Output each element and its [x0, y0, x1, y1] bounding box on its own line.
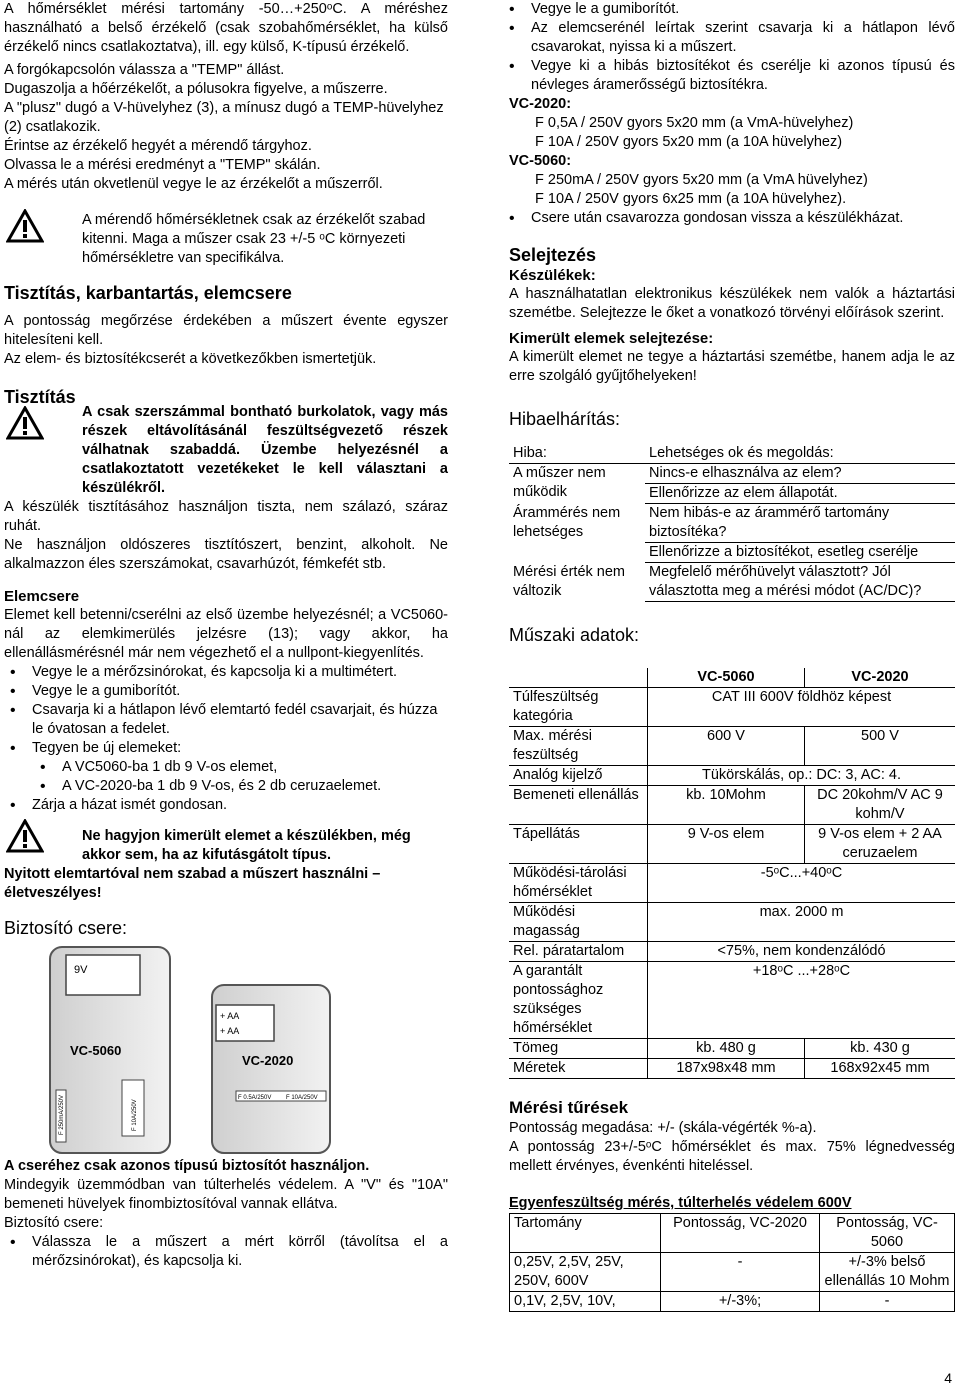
table-row [510, 1253, 955, 1292]
fuse-steps [509, 0, 955, 95]
section-heading: Tisztítás [4, 387, 76, 407]
table-cell: Bemeneti ellenállás [509, 786, 648, 825]
fuse-spec: F 250mA / 250V gyors 5x20 mm (a VmA hüvelyhez) [535, 172, 868, 188]
table-cell: max. 2000 m [759, 904, 844, 920]
specs-table [509, 668, 955, 1079]
list-item: • Csere után csavarozza gondosan vissza a készülékházat. [531, 209, 955, 228]
figure-label: F 250mA/250V [59, 1094, 65, 1135]
section-heading: Hibaelhárítás: [509, 409, 621, 429]
fuse-spec: F 10A / 250V gyors 5x20 mm (a 10A hüvelyhez) [535, 134, 843, 150]
table-row [509, 962, 955, 1039]
warning-text: Nyitott elemtartóval nem szabad a műszert használni – életveszélyes! [4, 866, 381, 901]
fuse-figure [4, 945, 448, 1155]
list-item: • Tegyen be új elemeket: [32, 739, 448, 758]
warning-text: Ne hagyjon kimerült elemet a készülékben, még akkor sem, ha az kifutásgátolt típus. [82, 828, 411, 863]
table-cell: Tükörskálás, op.: DC: 3, AC: 4. [701, 767, 902, 783]
table-cell: 0,1V, 2,5V, 10V, [510, 1292, 661, 1312]
table-row [509, 688, 955, 727]
paragraph: Az elem- és biztosítékcserét a következőkben ismertetjük. [4, 351, 377, 367]
fuse-steps [4, 1233, 448, 1271]
warning-icon [6, 406, 44, 440]
table-header: Pontosság, VC-2020 [661, 1214, 820, 1253]
paragraph: Elemet kell betenni/cserélni az első üzembe helyezésnél; a VC5060-nál az elemkimerülés jelzésre (13); vagy akkor, ha ellenállásmérésnél már nem végezhető el a nullpont-kiegyenlítés. [4, 607, 448, 661]
left-column [4, 0, 448, 1271]
table-row [510, 1292, 955, 1312]
table-cell: CAT III 600V földhöz képest [711, 689, 892, 705]
table-cell: Árammérés nem lehetséges [513, 505, 621, 540]
paragraph: Ne használjon oldószeres tisztítószert, benzint, alkoholt. Ne alkalmazzon éles szerszámokat, csavarhúzót, fémkefét stb. [4, 537, 448, 572]
table-header: VC-5060 [648, 668, 805, 688]
temp-step: Érintse az érzékelő hegyét a mérendő tárgyhoz. [4, 138, 312, 154]
list-item: • Csavarja ki a hátlapon lévő elemtartó fedél csavarjait, és húzza le óvatosan a fedelet. [32, 701, 448, 739]
fuse-note: A cseréhez csak azonos típusú biztosítót használjon. [4, 1158, 370, 1174]
list-item: • A VC-2020-ba 1 db 9 V-os, és 2 db ceruzaelemet. [62, 777, 448, 796]
table-cell: DC 20kohm/V AC 9 kohm/V [817, 787, 943, 822]
paragraph: Biztosító csere: [4, 1215, 104, 1231]
table-cell: - [661, 1253, 820, 1292]
table-cell: Max. mérési feszültség [509, 727, 648, 766]
list-item: • Zárja a házat ismét gondosan. [32, 796, 448, 815]
table-header: Pontosság, VC-5060 [836, 1215, 938, 1250]
fuse-model-label: VC-5060: [509, 153, 572, 169]
paragraph: A pontosság megőrzése érdekében a műszert évente egyszer hitelesíteni kell. [4, 313, 448, 348]
fuse-steps [509, 209, 955, 228]
table-row [509, 504, 955, 563]
table-cell: 9 V-os elem [648, 825, 805, 864]
warning-block [4, 827, 448, 865]
table-cell: +/-3% belső ellenállás 10 Mohm [824, 1254, 950, 1289]
table-row [509, 464, 955, 505]
paragraph: Mindegyik üzemmódban van túlterhelés védelem. A "V" és "10A" bemeneti hüvelyek finombiztosítóval vannak ellátva. [4, 1177, 448, 1212]
warning-icon [6, 209, 44, 243]
table-row [509, 668, 955, 688]
temp-step: A mérés után okvetlenül vegye le az érzékelőt a műszerről. [4, 176, 383, 192]
paragraph: Pontosság megadása: +/- (skála-végérték %-a). [509, 1120, 817, 1136]
table-row [509, 786, 955, 825]
warning-text: A mérendő hőmérsékletnek csak az érzékelőt szabad kitenni. Maga a műszer csak 23 +/-5 ᵒC környezeti hőmérsékletre van specifikálva. [82, 212, 426, 266]
table-cell: +18ᵒC ...+28ᵒC [752, 963, 851, 979]
table-cell: Analóg kijelző [509, 766, 648, 786]
table-header: Lehetséges ok és megoldás: [649, 445, 834, 461]
table-row [509, 903, 955, 942]
figure-label: F 10A/250V [132, 1099, 138, 1131]
list-item: • Vegye le a gumiborítót. [32, 682, 448, 701]
table-cell: Nem hibás-e az árammérő tartomány biztosítéka? [645, 504, 955, 543]
table-cell: Nincs-e elhasználva az elem? [645, 464, 955, 484]
table-cell: 500 V [861, 728, 899, 744]
table-cell: A műszer nem működik [513, 465, 606, 500]
paragraph: A készülék tisztításához használjon tiszta, nem szálazó, száraz ruhát. [4, 499, 448, 534]
paragraph: A használhatatlan elektronikus készülékek nem valók a háztartási szemétbe. Selejtezze le őket a vonatkozó törvényi előírások szerint. [509, 286, 955, 321]
figure-label: F 10A/250V [286, 1095, 318, 1101]
subsection-heading: Kimerült elemek selejtezése: [509, 330, 714, 347]
table-cell: 168x92x45 mm [830, 1060, 930, 1076]
section-heading: Biztosító csere: [4, 918, 128, 938]
table-cell: Mérési érték nem változik [513, 564, 626, 599]
table-header: Tartomány [510, 1214, 661, 1253]
dc-voltage-table [509, 1213, 955, 1312]
table-row [509, 727, 955, 766]
section-heading: Egyenfeszültség mérés, túlterhelés védelem 600V [509, 1195, 852, 1211]
figure-label: VC-2020 [242, 1053, 294, 1068]
table-row [509, 942, 955, 962]
fuse-model-label: VC-2020: [509, 96, 572, 112]
table-row [509, 825, 955, 864]
figure-label: F 0.5A/250V [238, 1095, 272, 1101]
table-cell: 187x98x48 mm [648, 1059, 805, 1079]
table-cell: +/-3%; [661, 1292, 820, 1312]
table-cell: Tömeg [509, 1039, 648, 1059]
table-cell: kb. 480 g [648, 1039, 805, 1059]
table-cell: Rel. páratartalom [509, 942, 648, 962]
table-cell: kb. 10Mohm [648, 786, 805, 825]
section-heading: Mérési tűrések [509, 1098, 629, 1117]
battery-steps [4, 663, 448, 758]
table-cell: kb. 430 g [850, 1040, 910, 1056]
table-cell: 0,25V, 2,5V, 25V, 250V, 600V [510, 1253, 661, 1292]
table-cell: Méretek [509, 1059, 648, 1079]
temp-step: A forgókapcsolón válassza a "TEMP" állást. [4, 62, 285, 78]
table-cell: Ellenőrizze az elem állapotát. [645, 484, 955, 504]
table-cell: Megfelelő mérőhüvelyt választott? Jól választotta meg a mérési módot (AC/DC)? [645, 563, 955, 602]
fuse-spec: F 0,5A / 250V gyors 5x20 mm (a VmA-hüvelyhez) [535, 115, 854, 131]
table-row [509, 1059, 955, 1079]
table-row [509, 766, 955, 786]
table-cell: 600 V [648, 727, 805, 766]
table-row [509, 563, 955, 602]
table-header: VC-2020 [851, 669, 909, 685]
table-row [509, 864, 955, 903]
table-cell: -5ᵒC...+40ᵒC [760, 865, 843, 881]
battery-steps [4, 796, 448, 815]
page-number: 4 [944, 1370, 952, 1386]
table-cell: Túlfeszültség kategória [509, 688, 648, 727]
right-column [509, 0, 955, 1312]
temp-step: A "plusz" dugó a V-hüvelyhez (3), a mínusz dugó a TEMP-hüvelyhez (2) csatlakozik. [4, 100, 444, 135]
table-cell: 9 V-os elem + 2 AA ceruzaelem [818, 826, 942, 861]
list-item: • Válassza le a műszert a mért körről (távolítsa el a mérőzsinórokat), és kapcsolja ki. [32, 1233, 448, 1271]
table-row [509, 1039, 955, 1059]
figure-label: + AA [220, 1026, 240, 1036]
table-cell: A garantált pontossághoz szükséges hőmérséklet [509, 962, 648, 1039]
warning-icon [6, 819, 44, 853]
temp-intro: A hőmérséklet mérési tartomány -50…+250ᵒC. A méréshez használható a belső érzékelő (csak szobahőmérséklet, ha külső érzékelő nincs csatlakoztatva), ill. egy külső, K-típusú érzékelő. [4, 1, 448, 55]
warning-block [4, 211, 448, 268]
section-heading: Elemcsere [4, 588, 80, 605]
table-cell: Működési-tárolási hőmérséklet [509, 864, 648, 903]
table-header: Hiba: [513, 445, 547, 461]
figure-label: + AA [220, 1011, 240, 1021]
list-item: • Vegye le a gumiborítót. [531, 0, 955, 19]
table-header [509, 668, 648, 688]
table-cell: <75%, nem kondenzálódó [717, 943, 886, 959]
table-cell: - [884, 1293, 890, 1309]
list-item: • Az elemcserénél leírtak szerint csavarja ki a hátlapon lévő csavarokat, nyissa ki a műszert. [531, 19, 955, 57]
battery-sub-steps [4, 758, 448, 796]
warning-block [4, 403, 448, 498]
figure-label: VC-5060 [70, 1043, 122, 1058]
temp-step: Olvassa le a mérési eredményt a "TEMP" skálán. [4, 157, 321, 173]
fuse-spec: F 10A / 250V gyors 6x25 mm (a 10A hüvelyhez). [535, 191, 847, 207]
paragraph: A kimerült elemet ne tegye a háztartási szemétbe, hanem adja le az erre szolgáló gyűjtőhelyeken! [509, 349, 955, 384]
list-item: • Vegye ki a hibás biztosítékot és cserélje ki azonos típusú és névleges áramerősségű biztosítékra. [531, 57, 955, 95]
list-item: • Vegye le a mérőzsinórokat, és kapcsolja ki a multimétert. [32, 663, 448, 682]
warning-text: A csak szerszámmal bontható burkolatok, vagy más részek eltávolításánál feszültségvezető részek válhatnak szabaddá. Üzembe helyezésnél a csatlakoztatott vezetékeket le kell választani a készülékről. [82, 404, 448, 496]
section-heading: Műszaki adatok: [509, 625, 640, 645]
paragraph: A pontosság 23+/-5ᵒC hőmérséklet és max. 75% légnedvesség mellett érvényes, évenkénti hiteléssel. [509, 1139, 955, 1174]
figure-label: 9V [74, 964, 88, 976]
temp-step: Dugaszolja a hőérzékelőt, a pólusokra figyelve, a műszerre. [4, 81, 388, 97]
troubleshooting-table [509, 444, 955, 602]
subsection-heading: Készülékek: [509, 267, 596, 284]
table-row [510, 1214, 955, 1253]
table-cell: Működési magasság [509, 903, 648, 942]
section-heading: Tisztítás, karbantartás, elemcsere [4, 283, 292, 303]
table-cell: Ellenőrizze a biztosítékot, esetleg cserélje [645, 543, 955, 563]
table-cell: Tápellátás [509, 825, 648, 864]
section-heading: Selejtezés [509, 245, 597, 265]
list-item: • A VC5060-ba 1 db 9 V-os elemet, [62, 758, 448, 777]
